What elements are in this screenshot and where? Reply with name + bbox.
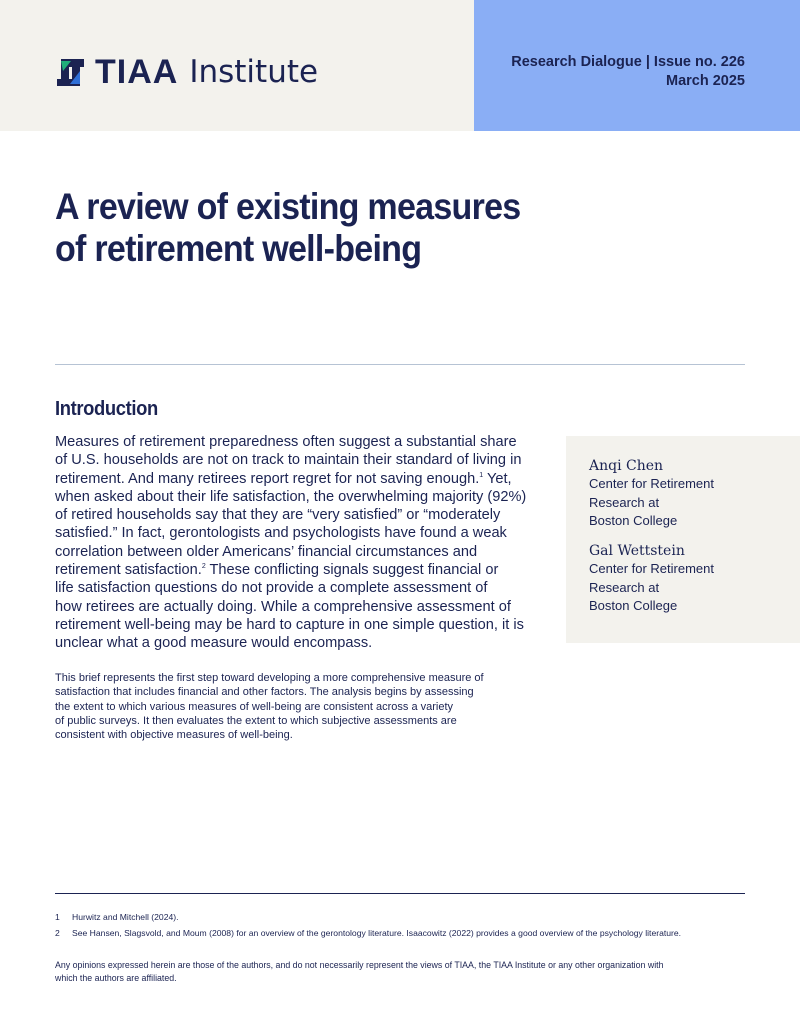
affiliation-line: Research at — [589, 494, 660, 510]
series-issue-line: Research Dialogue | Issue no. 226 — [511, 54, 745, 70]
tiaa-institute-logo — [55, 54, 318, 90]
footnote-item — [55, 926, 745, 942]
lead-line: of retired households say that they are “very satisfied” or “moderately — [55, 507, 501, 524]
header-right-panel — [474, 0, 800, 131]
authors-panel — [566, 436, 800, 643]
footnote-item — [55, 910, 745, 926]
issue-date: March 2025 — [666, 73, 745, 89]
logo-suffix-text: Institute — [189, 54, 319, 90]
body-line: consistent with objective measures of well-being. — [55, 729, 293, 742]
footnote-text: Hurwitz and Mitchell (2024). — [72, 912, 179, 922]
lead-line: life satisfaction questions do not provide a complete assessment of — [55, 580, 488, 597]
body-line: the extent to which various measures of well-being are consistent across a variety — [55, 700, 454, 713]
affiliation-line: Research at — [589, 579, 660, 595]
lead-line: Measures of retirement preparedness often suggest a substantial share — [55, 434, 517, 450]
lead-line-tail: Yet, — [483, 470, 512, 487]
body-line: of public surveys. It then evaluates the extent to which subjective assessments are — [55, 714, 457, 727]
lead-line: of U.S. households are not on track to maintain their standard of living in — [55, 452, 522, 469]
footnote-text: See Hansen, Slagsvold, and Moum (2008) for an overview of the gerontology literature. Isaacowitz (2022) provides a good overview of the psychology literature. — [72, 927, 682, 938]
lead-line — [55, 561, 545, 579]
author-affiliation — [589, 560, 714, 616]
intro-lead-paragraph — [55, 433, 545, 653]
title-line-2: of retirement well-being — [55, 228, 422, 269]
disclaimer-line: Any opinions expressed herein are those of the authors, and do not necessarily represent the views of TIAA, the TIAA Institute or any other organization with — [55, 960, 664, 970]
footnote-ref-1[interactable]: 1 — [479, 471, 484, 479]
intro-body-paragraph — [55, 671, 545, 742]
tiaa-logo-mark-icon — [55, 57, 86, 88]
body-line: satisfaction that includes financial and other factors. The analysis begins by assessing — [55, 686, 474, 699]
lead-line: how retirees are actually doing. While a comprehensive assessment of — [55, 598, 511, 615]
author-affiliation — [589, 475, 714, 531]
disclaimer-line: which the authors are affiliated. — [55, 972, 177, 983]
lead-line: when asked about their life satisfaction, the overwhelming majority (92%) — [55, 488, 527, 505]
footnote-number: 2 — [55, 927, 60, 938]
lead-line: unclear what a good measure would encompass. — [55, 635, 373, 652]
disclaimer — [55, 959, 755, 984]
lead-line-text: retirement. And many retirees report regret for not saving enough. — [55, 470, 480, 487]
footnote-divider — [55, 893, 745, 894]
issue-meta — [511, 53, 745, 91]
affiliation-line: Center for Retirement — [589, 561, 714, 576]
footnotes — [55, 910, 745, 941]
lead-line-tail: These conflicting signals suggest financial or — [205, 562, 499, 579]
lead-line — [55, 470, 545, 488]
lead-line: retirement well-being may be hard to capture in one simple question, it is — [55, 616, 524, 633]
footnote-ref-2[interactable]: 2 — [201, 563, 206, 571]
section-heading-introduction: Introduction — [55, 398, 158, 420]
affiliation-line: Boston College — [589, 513, 678, 528]
logo-brand-text: TIAA — [95, 53, 179, 91]
section-divider — [55, 364, 745, 365]
body-line: This brief represents the first step toward developing a more comprehensive measure of — [55, 672, 484, 684]
lead-line-text: retirement satisfaction. — [55, 562, 202, 579]
lead-line: correlation between older Americans’ financial circumstances and — [55, 543, 478, 560]
footnote-number: 1 — [55, 912, 60, 922]
author-name: Anqi Chen — [589, 458, 664, 474]
page-title — [55, 186, 570, 270]
lead-line: satisfied.” In fact, gerontologists and psychologists have found a weak — [55, 525, 507, 542]
title-line-1: A review of existing measures — [55, 186, 521, 227]
author-block — [589, 457, 714, 531]
affiliation-line: Boston College — [589, 598, 678, 613]
affiliation-line: Center for Retirement — [589, 476, 714, 491]
author-name: Gal Wettstein — [589, 543, 685, 559]
author-block — [589, 542, 714, 616]
header-left-panel — [0, 0, 474, 131]
